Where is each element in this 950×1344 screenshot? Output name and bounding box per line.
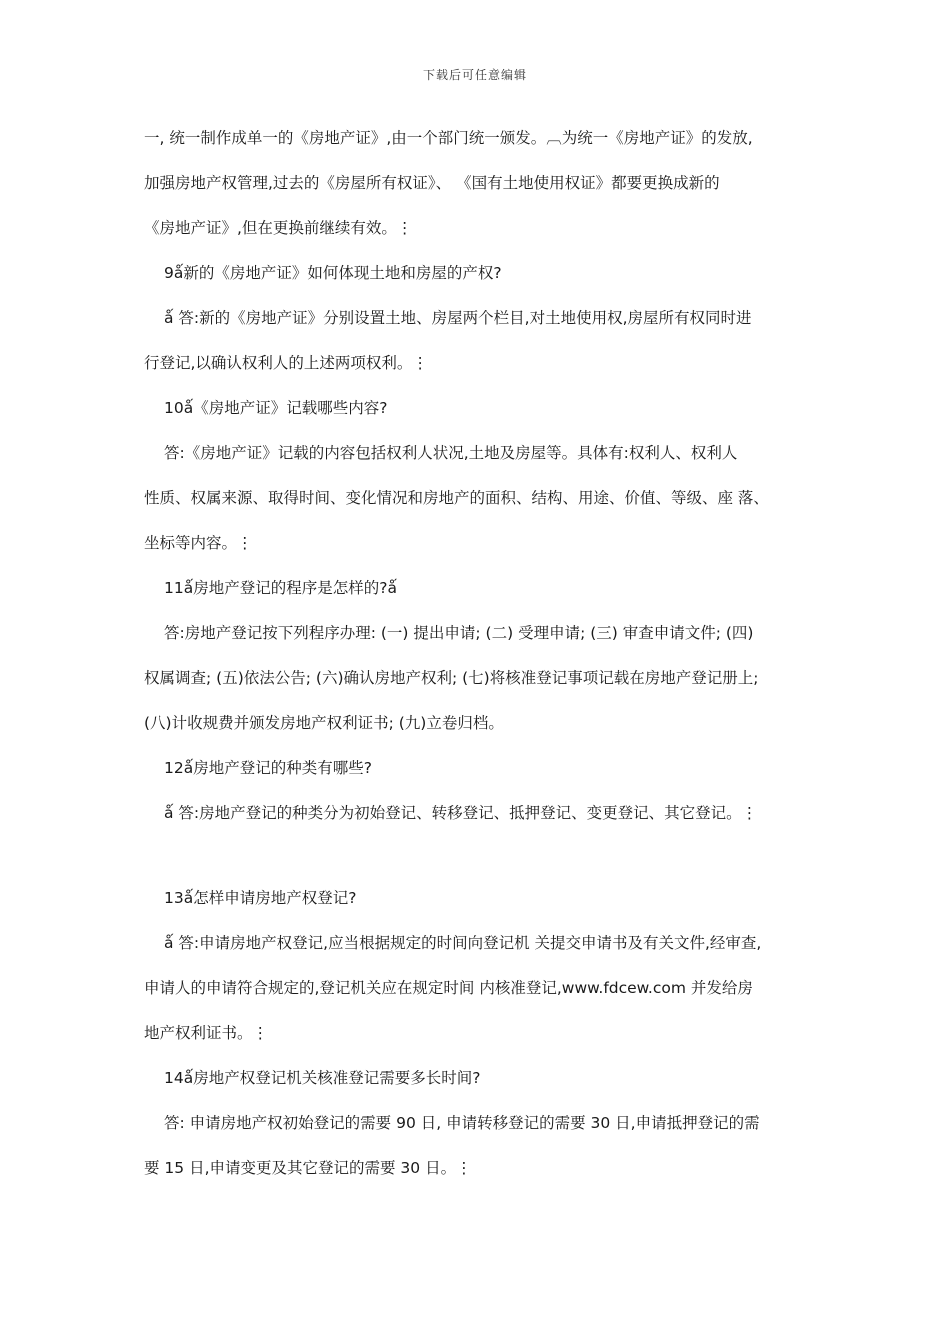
answer-13-line: ǻ 答:申请房地产权登记,应当根据规定的时间向登记机 关提交申请书及有关文件,经审查, xyxy=(164,934,762,952)
answer-14-line: 要 15 日,申请变更及其它登记的需要 30 日。⋮ xyxy=(144,1159,472,1177)
answer-14-line: 答: 申请房地产权初始登记的需要 90 日, 申请转移登记的需要 30 日,申请抵押登记的需 xyxy=(164,1114,760,1132)
text-line: 《房地产证》,但在更换前继续有效。⋮ xyxy=(144,219,413,237)
answer-9-line: ǻ 答:新的《房地产证》分别设置土地、房屋两个栏目,对土地使用权,房屋所有权同时进 xyxy=(164,309,752,327)
answer-9-line: 行登记,以确认权利人的上述两项权利。⋮ xyxy=(144,354,428,372)
paragraph-gap xyxy=(144,842,814,882)
question-12: 12ǻ房地产登记的种类有哪些? xyxy=(164,759,372,777)
answer-10-line: 答:《房地产证》记载的内容包括权利人状况,土地及房屋等。具体有:权利人、权利人 xyxy=(164,444,738,462)
answer-11-line: (八)计收规费并颁发房地产权利证书; (九)立卷归档。 xyxy=(144,714,504,732)
question-13: 13ǻ怎样申请房地产权登记? xyxy=(164,889,357,907)
question-11: 11ǻ房地产登记的程序是怎样的?ǻ xyxy=(164,579,397,597)
answer-10-line: 性质、权属来源、取得时间、变化情况和房地产的面积、结构、用途、价值、等级、座 落、 xyxy=(144,489,769,507)
answer-12-line: ǻ 答:房地产登记的种类分为初始登记、转移登记、抵押登记、变更登记、其它登记。⋮ xyxy=(164,804,758,822)
question-14: 14ǻ房地产权登记机关核准登记需要多长时间? xyxy=(164,1069,481,1087)
text-line: 加强房地产权管理,过去的《房屋所有权证》、 《国有土地使用权证》都要更换成新的 xyxy=(144,174,720,192)
answer-10-line: 坐标等内容。⋮ xyxy=(144,534,253,552)
answer-11-line: 权属调查; (五)依法公告; (六)确认房地产权利; (七)将核准登记事项记载在房地产登记册上; xyxy=(144,669,759,687)
question-9: 9ǻ新的《房地产证》如何体现土地和房屋的产权? xyxy=(164,264,502,282)
text-line: 一, 统一制作成单一的《房地产证》,由一个部门统一颁发。︹为统一《房地产证》的发放, xyxy=(144,129,753,147)
question-10: 10ǻ《房地产证》记载哪些内容? xyxy=(164,399,388,417)
answer-13-line: 申请人的申请符合规定的,登记机关应在规定时间 内核准登记,www.fdcew.com 并发给房 xyxy=(144,979,753,997)
answer-13-line: 地产权利证书。⋮ xyxy=(144,1024,269,1042)
document-body xyxy=(144,122,814,1197)
page-header: 下载后可任意编辑 xyxy=(422,68,527,82)
answer-11-line: 答:房地产登记按下列程序办理: (一) 提出申请; (二) 受理申请; (三) 审查申请文件; (四) xyxy=(164,624,754,642)
